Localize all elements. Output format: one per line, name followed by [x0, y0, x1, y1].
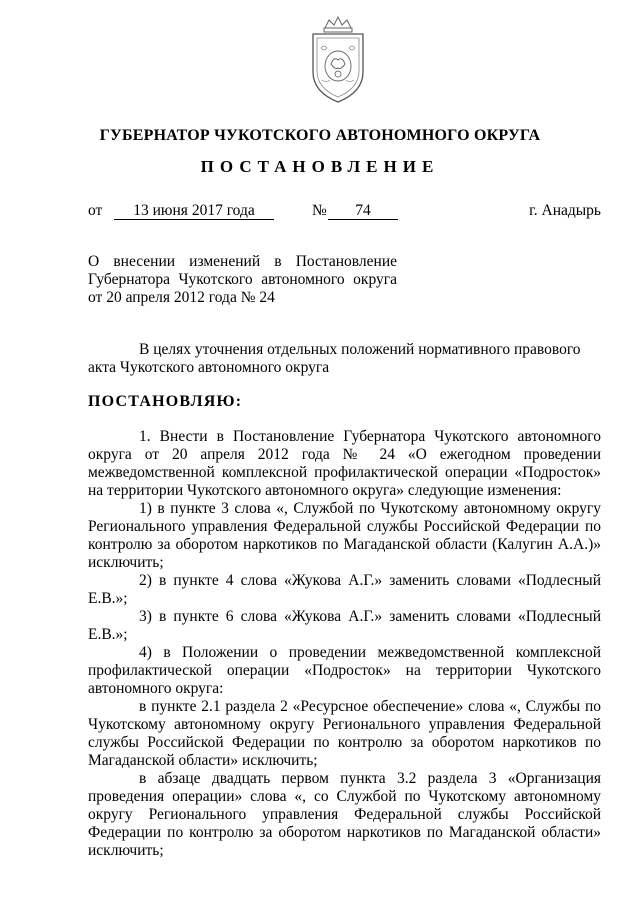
document-date: 13 июня 2017 года [114, 202, 274, 220]
number-prefix: № [312, 202, 327, 219]
date-prefix: от [88, 202, 103, 219]
paragraph: в абзаце двадцать первом пункта 3.2 раздела 3 «Организация проведения операции» слова «, со Службой по Чукотскому автономному округу Регионального управления Федеральной службы Российской Федерации по контролю за оборотом наркотиков по Магаданской области» исключить; [88, 770, 601, 859]
document-body [88, 428, 601, 860]
decree-heading: ПОСТАНОВЛЯЮ: [88, 393, 243, 410]
paragraph: 1) в пункте 3 слова «, Службой по Чукотскому автономному округу Регионального управления Федеральной службы Российской Федерации по контролю за оборотом наркотиков по Магаданской области (Калугин А.А.)» исключить; [88, 500, 601, 571]
document-subject [88, 253, 397, 307]
paragraph: 3) в пункте 6 слова «Жукова А.Г.» заменить словами «Подлесный Е.В.»; [88, 608, 601, 643]
paragraph: 1. Внести в Постановление Губернатора Чукотского автономного округа от 20 апреля 2012 года № 24 «О ежегодном проведении межведомственной комплексной профилактической операции «Подросток» на территории Чукотского автономного округа» следующие изменения: [88, 428, 601, 499]
document-number: 74 [328, 202, 398, 220]
governor-title: ГУБЕРНАТОР ЧУКОТСКОГО АВТОНОМНОГО ОКРУГА [99, 127, 541, 144]
subject-line: от 20 апреля 2012 года № 24 [88, 289, 275, 306]
preamble: В целях уточнения отдельных положений нормативного правового акта Чукотского автономного округа [88, 341, 581, 376]
paragraph: в пункте 2.1 раздела 2 «Ресурсное обеспечение» слова «, Службы по Чукотскому автономному округу Регионального управления Федеральной службы Российской Федерации по контролю за оборотом наркотиков по Магаданской области» исключить; [88, 698, 601, 769]
reference-line [88, 202, 601, 222]
subject-line: О внесении изменений в Постановление [88, 253, 397, 270]
document-type-title: ПОСТАНОВЛЕНИЕ [200, 157, 440, 176]
paragraph: 4) в Положении о проведении межведомственной комплексной профилактической операции «Подросток» на территории Чукотского автономного округа: [88, 644, 601, 697]
subject-line: Губернатора Чукотского автономного округа [88, 271, 397, 288]
issue-place: г. Анадырь [529, 202, 601, 219]
paragraph: 2) в пункте 4 слова «Жукова А.Г.» заменить словами «Подлесный Е.В.»; [88, 572, 601, 607]
coat-of-arms-icon [301, 14, 375, 106]
